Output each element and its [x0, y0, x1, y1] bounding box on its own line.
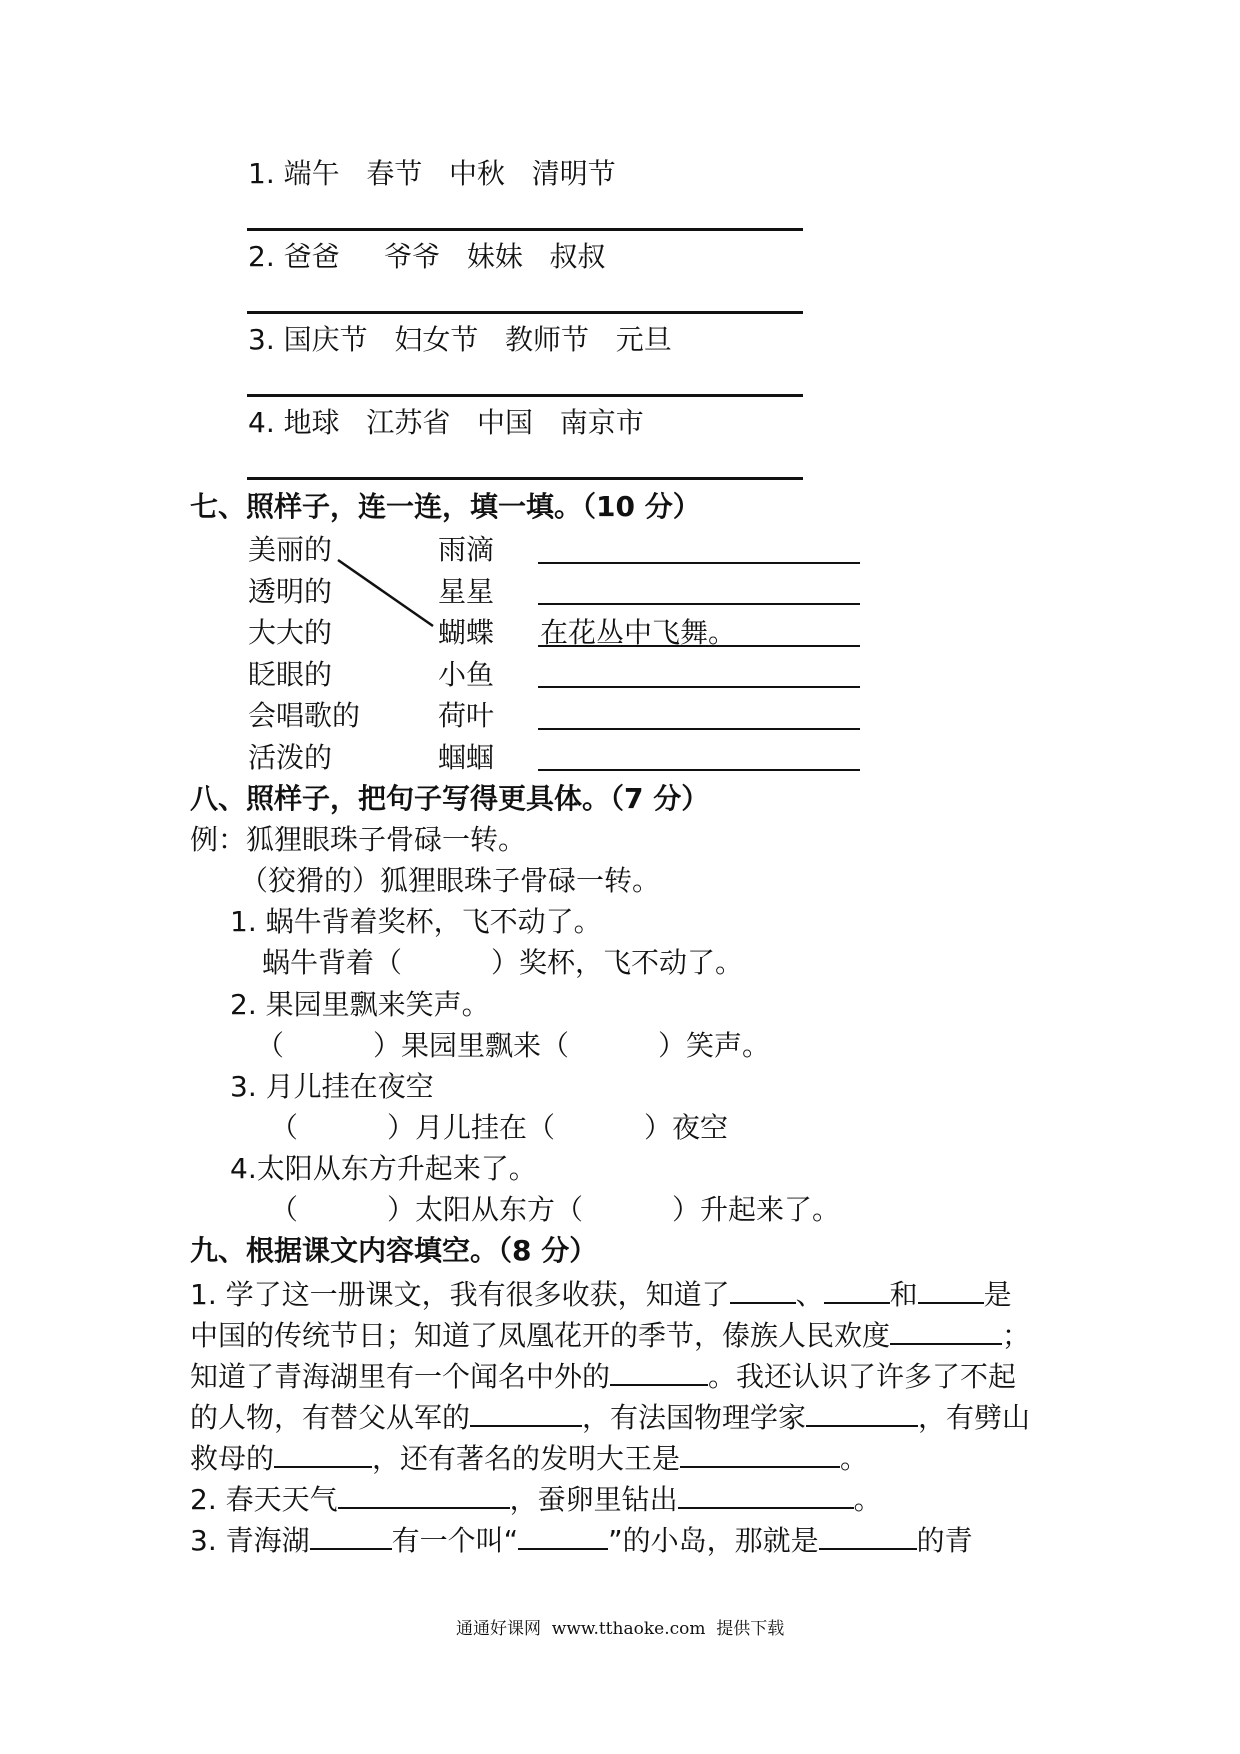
left-word[interactable]: 活泼的	[248, 741, 333, 774]
question-1-fill[interactable]: 蜗牛背着（ ）奖杯，飞不动了。	[262, 946, 744, 979]
question-1: 1. 蜗牛背着奖杯，飞不动了。	[230, 905, 602, 938]
text: 2. 春天天气	[190, 1483, 338, 1516]
blank[interactable]	[678, 1481, 854, 1509]
right-word[interactable]: 荷叶	[438, 699, 495, 732]
right-word[interactable]: 小鱼	[438, 658, 495, 691]
text: 的人物，有替父从军的	[190, 1401, 471, 1434]
text: 1. 学了这一册课文，我有很多收获，知道了	[190, 1278, 730, 1311]
left-word[interactable]: 会唱歌的	[248, 699, 361, 732]
blank[interactable]	[274, 1440, 372, 1468]
section-7-heading: 七、照样子，连一连，填一填。（10 分）	[190, 490, 701, 523]
text: 知道了青海湖里有一个闻名中外的	[190, 1360, 611, 1393]
text: 。	[840, 1442, 869, 1475]
item-1: 1. 端午 春节 中秋 清明节	[248, 157, 616, 190]
footer-text: 通通好课网 www.tthaoke.com 提供下载	[456, 1619, 785, 1639]
example-answer: （狡猾的）狐狸眼珠子骨碌一转。	[240, 864, 661, 897]
blank[interactable]	[730, 1276, 796, 1304]
blank[interactable]	[806, 1399, 918, 1427]
text: 。我还认识了许多了不起	[708, 1360, 1017, 1393]
section-8-heading: 八、照样子，把句子写得更具体。（7 分）	[190, 782, 710, 815]
fill-line[interactable]	[538, 645, 860, 647]
item-3: 3. 国庆节 妇女节 教师节 元旦	[248, 323, 672, 356]
blank[interactable]	[518, 1522, 608, 1550]
blank[interactable]	[610, 1358, 708, 1386]
text: ，有法国物理学家	[582, 1401, 807, 1434]
question-2: 2. 果园里飘来笑声。	[230, 988, 490, 1021]
text: ”的小岛，那就是	[608, 1524, 819, 1557]
left-word[interactable]: 眨眼的	[248, 658, 333, 691]
text: 中国的传统节日；知道了凤凰花开的季节，傣族人民欢度	[190, 1319, 891, 1352]
text: ，蚕卵里钻出	[509, 1483, 678, 1516]
fill-line-4	[190, 1399, 1030, 1435]
text: 救母的	[190, 1442, 275, 1475]
fill-line-3	[190, 1358, 1016, 1394]
right-word[interactable]: 蝴蝶	[438, 616, 495, 649]
fill-line-2	[190, 1317, 1030, 1353]
blank[interactable]	[819, 1522, 917, 1550]
blank[interactable]	[470, 1399, 582, 1427]
fill-line[interactable]	[538, 728, 860, 730]
fill-line-6	[190, 1481, 882, 1517]
question-3-fill[interactable]: （ ）月儿挂在（ ）夜空	[270, 1111, 729, 1144]
question-2-fill[interactable]: （ ）果园里飘来（ ）笑声。	[256, 1029, 771, 1062]
text: 有一个叫“	[391, 1524, 519, 1557]
question-3: 3. 月儿挂在夜空	[230, 1070, 434, 1103]
item-4: 4. 地球 江苏省 中国 南京市	[248, 406, 644, 439]
blank[interactable]	[890, 1317, 1002, 1345]
question-4: 4.太阳从东方升起来了。	[230, 1152, 537, 1185]
text: 是	[983, 1278, 1012, 1311]
text: ，还有著名的发明大王是	[372, 1442, 681, 1475]
fill-line-7	[190, 1522, 973, 1558]
right-word[interactable]: 蝈蝈	[438, 741, 495, 774]
item-2: 2. 爸爸 爷爷 妹妹 叔叔	[248, 240, 606, 273]
fill-line[interactable]	[538, 562, 860, 564]
blank[interactable]	[918, 1276, 984, 1304]
text: 3. 青海湖	[190, 1524, 310, 1557]
blank[interactable]	[338, 1481, 510, 1509]
text: 。	[853, 1483, 882, 1516]
example-fill: 在花丛中飞舞。	[540, 616, 737, 649]
blank[interactable]	[680, 1440, 840, 1468]
fill-line[interactable]	[538, 769, 860, 771]
text: 的青	[916, 1524, 973, 1557]
text: ，有劈山	[918, 1401, 1031, 1434]
fill-line[interactable]	[538, 603, 860, 605]
text: 、	[795, 1278, 824, 1311]
left-word[interactable]: 美丽的	[248, 533, 333, 566]
connector-line	[338, 560, 433, 626]
blank[interactable]	[824, 1276, 890, 1304]
right-word[interactable]: 雨滴	[438, 533, 495, 566]
fill-line[interactable]	[538, 686, 860, 688]
right-word[interactable]: 星星	[438, 575, 495, 608]
text: 和	[889, 1278, 918, 1311]
text: ；	[1002, 1319, 1031, 1352]
fill-line-5	[190, 1440, 868, 1476]
fill-line-1	[190, 1276, 1012, 1312]
left-word[interactable]: 大大的	[248, 616, 333, 649]
section-9-heading: 九、根据课文内容填空。（8 分）	[190, 1234, 598, 1267]
question-4-fill[interactable]: （ ）太阳从东方（ ）升起来了。	[270, 1193, 841, 1226]
blank[interactable]	[310, 1522, 392, 1550]
left-word[interactable]: 透明的	[248, 575, 333, 608]
example-sentence: 例：狐狸眼珠子骨碌一转。	[190, 823, 527, 856]
